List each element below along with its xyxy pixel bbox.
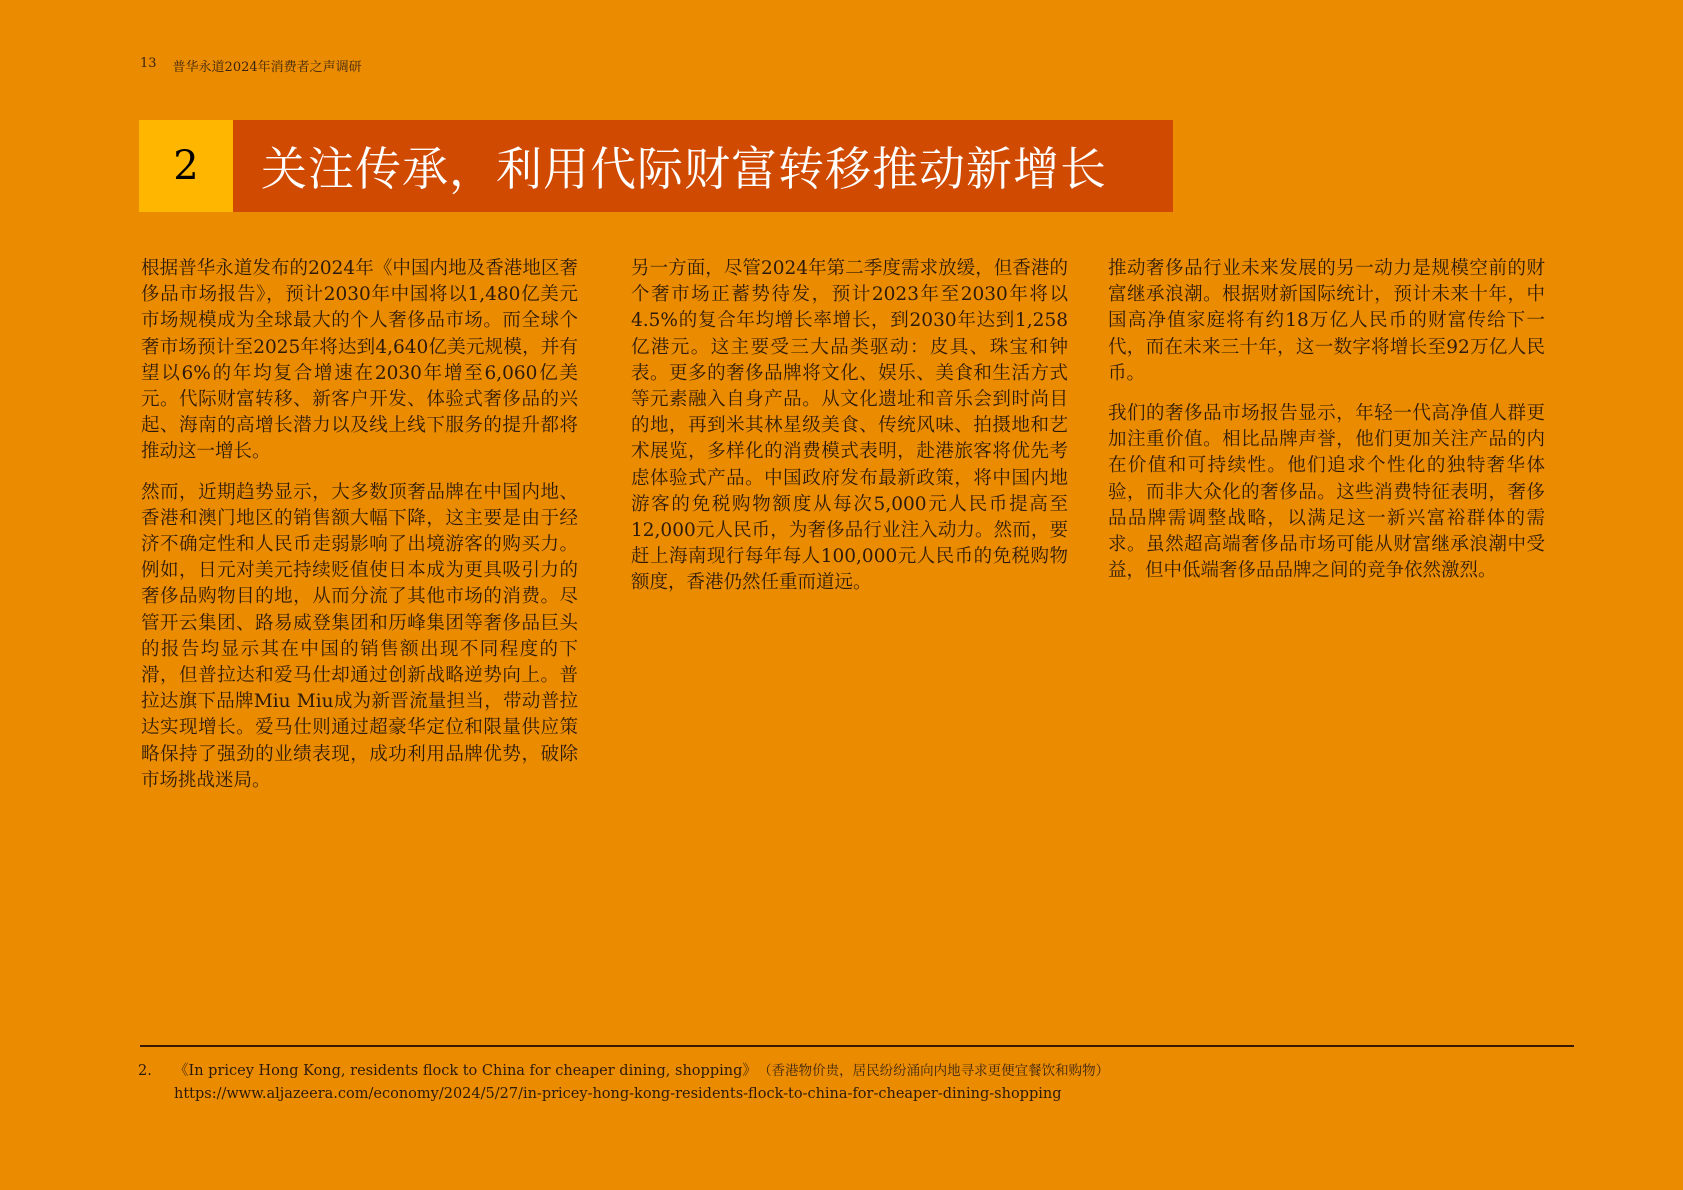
column-2 (631, 256, 1068, 611)
paragraph: 另一方面，尽管2024年第二季度需求放缓，但香港的个奢市场正蓄势待发，预计2023年至2030年将以4.5%的复合年均增长率增长，到2030年达到1,258亿港元。这主要受三大品类驱动：皮具、珠宝和钟表。更多的奢侈品牌将文化、娱乐、美食和生活方式等元素融入自身产品。从文化遗址和音乐会到时尚目的地，再到米其林星级美食、传统风味、拍摄地和艺术展览，多样化的消费模式表明，赴港旅客将优先考虑体验式产品。中国政府发布最新政策，将中国内地游客的免税购物额度从每次5,000元人民币提高至12,000元人民币，为奢侈品行业注入动力。然而，要赶上海南现行每年每人100,000元人民币的免税购物额度，香港仍然任重而道远。 (631, 258, 1068, 594)
paragraph: 然而，近期趋势显示，大多数顶奢品牌在中国内地、香港和澳门地区的销售额大幅下降，这主要是由于经济不确定性和人民币走弱影响了出境游客的购买力。例如，日元对美元持续贬值使日本成为更具吸引力的奢侈品购物目的地，从而分流了其他市场的消费。尽管开云集团、路易威登集团和历峰集团等奢侈品巨头的报告均显示其在中国的销售额出现不同程度的下滑，但普拉达和爱马仕却通过创新战略逆势向上。普拉达旗下品牌Miu Miu成为新晋流量担当，带动普拉达实现增长。爱马仕则通过超豪华定位和限量供应策略保持了强劲的业绩表现，成功利用品牌优势，破除市场挑战迷局。 (141, 481, 578, 791)
paragraph: 推动奢侈品行业未来发展的另一动力是规模空前的财富继承浪潮。根据财新国际统计，预计未来十年，中国高净值家庭将有约18万亿人民币的财富传给下一代，而在未来三十年，这一数字将增长至92万亿人民币。 (1108, 258, 1545, 384)
footnote-title: 《In pricey Hong Kong, residents flock to China for cheaper dining, shopping》 (174, 1063, 757, 1079)
section-number: 2 (139, 120, 233, 212)
section-banner (139, 120, 1173, 212)
footnotes (138, 1060, 1109, 1106)
footnote-translation: （香港物价贵，居民纷纷涌向内地寻求更便宜餐饮和购物） (764, 1063, 1110, 1079)
publication-title: 普华永道2024年消费者之声调研 (172, 60, 362, 75)
column-3 (1108, 256, 1545, 598)
footnote-number: 2. (138, 1063, 152, 1079)
footnote-url-link[interactable]: https://www.aljazeera.com/economy/2024/5/27/in-pricey-hong-kong-residents-flock-to-china-for-cheaper-dining-shopping (174, 1086, 1062, 1102)
footnote-item (138, 1060, 1109, 1106)
page-header (140, 56, 362, 75)
section-title: 关注传承，利用代际财富转移推动新增长 (233, 120, 1173, 212)
footnote-divider (140, 1045, 1574, 1047)
column-1 (141, 256, 578, 808)
page-number: 13 (140, 56, 157, 71)
paragraph: 我们的奢侈品市场报告显示，年轻一代高净值人群更加注重价值。相比品牌声誉，他们更加关注产品的内在价值和可持续性。他们追求个性化的独特奢华体验，而非大众化的奢侈品。这些消费特征表明，奢侈品品牌需调整战略，以满足这一新兴富裕群体的需求。虽然超高端奢侈品市场可能从财富继承浪潮中受益，但中低端奢侈品品牌之间的竞争依然激烈。 (1108, 403, 1545, 582)
paragraph: 根据普华永道发布的2024年《中国内地及香港地区奢侈品市场报告》，预计2030年中国将以1,480亿美元市场规模成为全球最大的个人奢侈品市场。而全球个奢市场预计至2025年将达到4,640亿美元规模，并有望以6%的年均复合增速在2030年增至6,060亿美元。代际财富转移、新客户开发、体验式奢侈品的兴起、海南的高增长潜力以及线上线下服务的提升都将推动这一增长。 (141, 258, 578, 463)
body-columns (141, 256, 1561, 956)
